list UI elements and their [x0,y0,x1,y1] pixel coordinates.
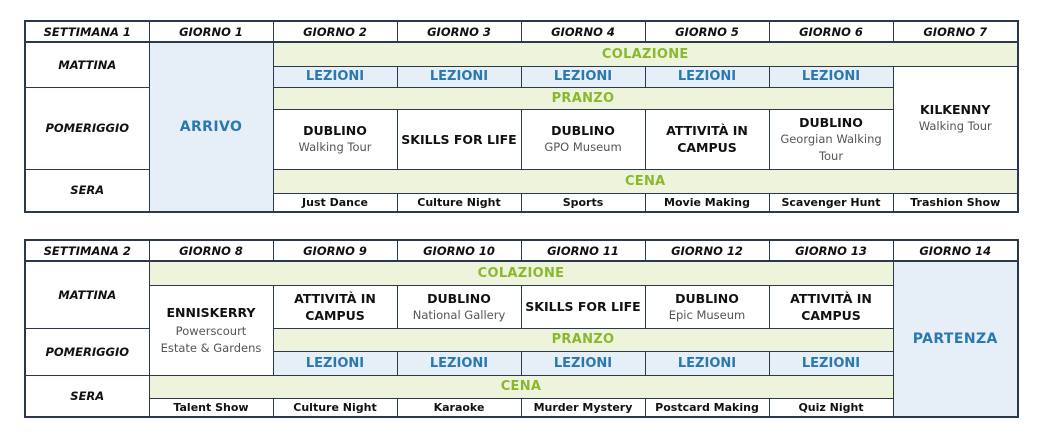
activity-title: DUBLINO [303,123,367,138]
evening-activity: Movie Making [645,193,769,212]
day-7-header: GIORNO 7 [893,21,1018,42]
dinner-band: CENA [273,169,1018,193]
lesson-cell: LEZIONI [769,66,893,87]
lesson-cell: LEZIONI [645,351,769,375]
day-3-header: GIORNO 3 [397,21,521,42]
activity-cell [521,109,645,169]
evening-activity: Murder Mystery [521,398,645,417]
evening-activity: Scavenger Hunt [769,193,893,212]
lesson-cell: LEZIONI [521,351,645,375]
evening-activity: Talent Show [149,398,273,417]
activity-title: ATTIVITÀ IN CAMPUS [294,290,376,323]
evening-activity: Trashion Show [893,193,1018,212]
departure-cell: PARTENZA [893,261,1018,417]
evening-slot-label: SERA [25,169,149,212]
arrival-cell: ARRIVO [149,42,273,212]
breakfast-band: COLAZIONE [273,42,1018,66]
activity-subtitle: GPO Museum [544,140,622,154]
activity-cell [521,285,645,328]
day-8-header: GIORNO 8 [149,240,273,261]
lesson-cell: LEZIONI [273,66,397,87]
dinner-band: CENA [149,375,893,398]
evening-activity: Sports [521,193,645,212]
week1-header-row [25,21,1018,42]
activity-subtitle: Epic Museum [668,307,746,322]
excursion-title: ENNISKERRY [166,304,256,320]
activity-cell [769,285,893,328]
evening-activity: Culture Night [397,193,521,212]
day-13-header: GIORNO 13 [769,240,893,261]
lesson-cell: LEZIONI [397,351,521,375]
lesson-cell: LEZIONI [769,351,893,375]
lunch-band: PRANZO [273,87,893,109]
activity-cell [645,109,769,169]
activity-cell [397,109,521,169]
activity-cell [273,109,397,169]
evening-slot-label: SERA [25,375,149,417]
activity-cell [645,285,769,328]
lesson-cell: LEZIONI [397,66,521,87]
activity-title: DUBLINO [675,290,739,306]
day-6-header: GIORNO 6 [769,21,893,42]
lunch-band: PRANZO [273,328,893,351]
excursion-subtitle: Powerscourt Estate & Gardens [160,323,262,355]
activity-title: SKILLS FOR LIFE [401,131,517,147]
day-9-header: GIORNO 9 [273,240,397,261]
activity-title: DUBLINO [427,290,491,306]
week2-label: SETTIMANA 2 [25,240,149,261]
evening-activity: Just Dance [273,193,397,212]
lesson-cell: LEZIONI [521,66,645,87]
morning-slot-label: MATTINA [25,42,149,87]
day-14-header: GIORNO 14 [893,240,1018,261]
week1-label: SETTIMANA 1 [25,21,149,42]
week2-schedule-table [24,239,1019,418]
lesson-cell: LEZIONI [645,66,769,87]
evening-activity: Postcard Making [645,398,769,417]
day-1-header: GIORNO 1 [149,21,273,42]
day-11-header: GIORNO 11 [521,240,645,261]
day-12-header: GIORNO 12 [645,240,769,261]
day8-excursion [149,285,273,375]
week2-header-row [25,240,1018,261]
morning-slot-label: MATTINA [25,261,149,328]
activity-cell [273,285,397,328]
breakfast-band: COLAZIONE [149,261,893,285]
evening-activity: Karaoke [397,398,521,417]
week1-schedule-table [24,20,1019,213]
activity-title: ATTIVITÀ IN CAMPUS [790,290,872,323]
activity-title: SKILLS FOR LIFE [525,299,641,314]
lesson-cell: LEZIONI [273,351,397,375]
day-4-header: GIORNO 4 [521,21,645,42]
activity-subtitle: Georgian Walking Tour [780,131,882,163]
day-10-header: GIORNO 10 [397,240,521,261]
activity-title: DUBLINO [551,123,615,138]
excursion-title: KILKENNY [919,101,991,117]
activity-cell [397,285,521,328]
day-5-header: GIORNO 5 [645,21,769,42]
evening-activity: Quiz Night [769,398,893,417]
afternoon-slot-label: POMERIGGIO [25,87,149,169]
evening-activity: Culture Night [273,398,397,417]
activity-title: DUBLINO [799,114,863,130]
day-2-header: GIORNO 2 [273,21,397,42]
day7-excursion [893,66,1018,169]
activity-subtitle: National Gallery [412,307,506,322]
activity-cell [769,109,893,169]
activity-subtitle: Walking Tour [298,140,372,154]
afternoon-slot-label: POMERIGGIO [25,328,149,375]
excursion-subtitle: Walking Tour [918,118,992,133]
activity-title: ATTIVITÀ IN CAMPUS [666,123,748,155]
